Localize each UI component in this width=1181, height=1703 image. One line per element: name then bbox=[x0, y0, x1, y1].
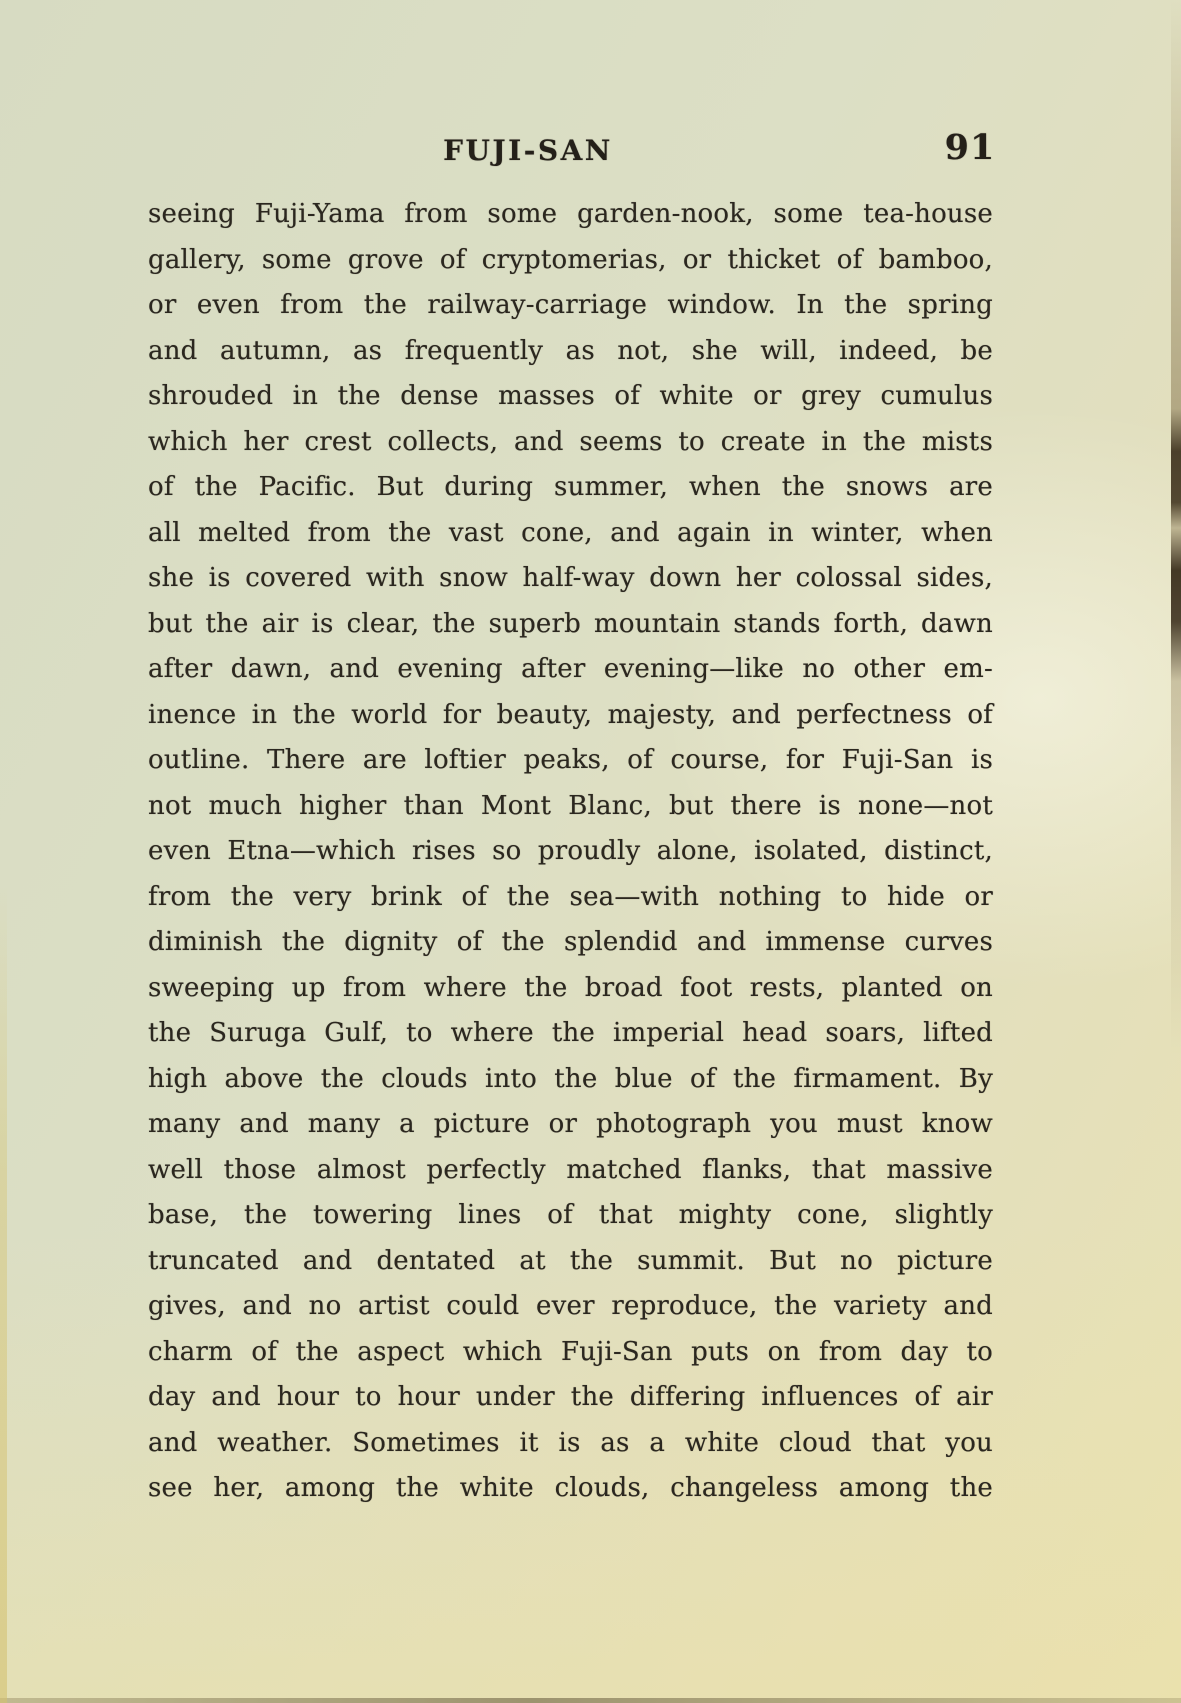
text-line: or even from the railway-carriage window. In the spring bbox=[148, 290, 993, 320]
text-line: truncated and dentated at the summit. But no picture bbox=[148, 1245, 993, 1276]
text-line: gives, and no artist could ever reproduce, the variety and bbox=[148, 1291, 993, 1321]
text-line: well those almost perfectly matched flanks, that massive bbox=[148, 1154, 993, 1185]
text-line: which her crest collects, and seems to create in the mists bbox=[148, 426, 993, 457]
text-line: of the Pacific. But during summer, when the snows are bbox=[148, 472, 993, 502]
page-edge-right bbox=[1171, 0, 1181, 1703]
text-line: but the air is clear, the superb mountain stands forth, dawn bbox=[148, 608, 993, 639]
text-line: diminish the dignity of the splendid and immense curves bbox=[148, 927, 993, 957]
text-line: the Suruga Gulf, to where the imperial head soars, lifted bbox=[148, 1018, 993, 1048]
text-line: shrouded in the dense masses of white or grey cumulus bbox=[148, 381, 993, 411]
text-line: charm of the aspect which Fuji-San puts on from day to bbox=[148, 1336, 993, 1367]
text-line: see her, among the white clouds, changeless among the bbox=[148, 1473, 993, 1503]
body-text bbox=[148, 192, 993, 1512]
page-edge-left bbox=[0, 886, 7, 1703]
page-number: 91 bbox=[944, 127, 996, 168]
text-line: high above the clouds into the blue of the firmament. By bbox=[148, 1063, 993, 1094]
text-line: from the very brink of the sea—with nothing to hide or bbox=[148, 881, 993, 912]
text-line: not much higher than Mont Blanc, but there is none—not bbox=[148, 790, 993, 821]
page-edge-bottom bbox=[0, 1698, 1181, 1703]
text-line: and weather. Sometimes it is as a white cloud that you bbox=[148, 1427, 993, 1458]
text-line: even Etna—which rises so proudly alone, isolated, distinct, bbox=[148, 836, 993, 866]
text-line: inence in the world for beauty, majesty, and perfectness of bbox=[148, 699, 993, 730]
text-line: day and hour to hour under the differing influences of air bbox=[148, 1382, 993, 1412]
text-line: after dawn, and evening after evening—like no other em- bbox=[148, 654, 993, 684]
text-line: seeing Fuji-Yama from some garden-nook, some tea-house bbox=[148, 199, 993, 229]
text-line: she is covered with snow half-way down her colossal sides, bbox=[148, 563, 993, 593]
text-line: base, the towering lines of that mighty cone, slightly bbox=[148, 1200, 993, 1230]
text-line: gallery, some grove of cryptomerias, or thicket of bamboo, bbox=[148, 244, 993, 275]
text-line: and autumn, as frequently as not, she will, indeed, be bbox=[148, 335, 993, 366]
text-line: many and many a picture or photograph you must know bbox=[148, 1109, 993, 1139]
text-line: all melted from the vast cone, and again in winter, when bbox=[148, 517, 993, 548]
running-header-title: FUJI-SAN bbox=[443, 134, 613, 167]
text-line: sweeping up from where the broad foot rests, planted on bbox=[148, 972, 993, 1003]
text-line: outline. There are loftier peaks, of course, for Fuji-San is bbox=[148, 745, 993, 775]
